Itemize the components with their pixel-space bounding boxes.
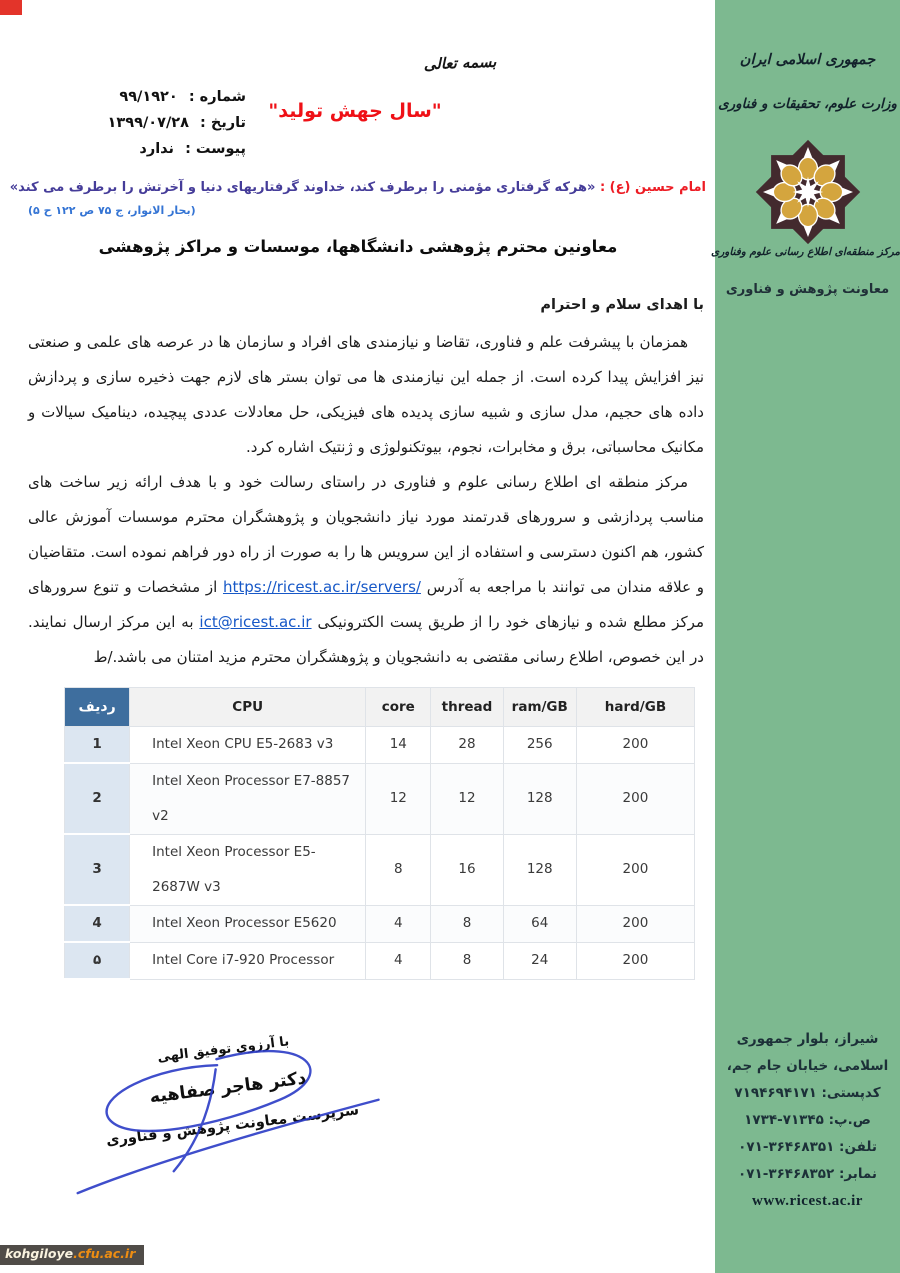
cpu-name-cell: Intel Xeon CPU E5-2683 v3 [130,727,366,764]
hadith-attribution: امام حسین (ع) : [599,180,706,195]
signature-blessing: با آرزوی توفیق الهی [156,1034,290,1066]
core-cell: 8 [366,834,431,905]
ram-cell: 128 [503,834,576,905]
table-row [65,763,695,834]
cpu-name-cell: Intel Core i7-920 Processor [130,942,366,979]
signature-block [82,1015,374,1160]
red-corner-mark [0,0,22,15]
letter-number-value: ۹۹/۱۹۲۰ [119,89,178,105]
hard-cell: 200 [576,942,694,979]
letter-date-label: تاریخ : [200,115,246,131]
country-title: جمهوری اسلامی ایران [739,52,876,68]
department-name: معاونت پژوهش و فناوری [725,282,890,297]
table-header-row [65,688,695,727]
hard-cell: 200 [576,834,694,905]
signatory-title: سرپرست معاونت پژوهش و فناوری [105,1102,360,1150]
letter-attachment-label: پیوست : [185,141,246,157]
paragraph-2 [28,465,704,675]
table-row [65,727,695,764]
contact-block [715,1026,900,1215]
email-link[interactable]: ict@ricest.ac.ir [199,613,312,631]
watermark-bar [0,1245,144,1265]
row-index: 3 [65,834,130,905]
besmele-calligraphy: بسمه تعالی [423,52,497,74]
paragraph-2-part1: مرکز منطقه ای اطلاع رسانی علوم و فناوری در راستای رسالت خود و با هدف ارائه زیر ساخت های مناسب پردازشی و سرورهای قدرتمند مورد نیاز دانشجویان و پژوهشگران محترم موسسات آموزش عالی کشور، هم اکنون دسترسی و استفاده از این سرویس ها را به صورت از راه دور فراهم نموده است. متقاضیان و علاقه مندان می توانند با مراجعه به آدرس [28,473,704,596]
ram-cell: 24 [503,942,576,979]
hard-cell: 200 [576,763,694,834]
col-header-thread: thread [431,688,503,727]
col-header-core: core [366,688,431,727]
cpu-name-cell: Intel Xeon Processor E5620 [130,905,366,942]
hadith-source: (بحار الانوار، ج ۷۵ ص ۱۲۲ ح ۵) [28,204,196,217]
table-row [65,905,695,942]
ram-cell: 64 [503,905,576,942]
hadith-text: «هرکه گرفتاری مؤمنی را برطرف کند، خداوند گرفتاریهای دنیا و آخرتش را برطرف می کند» [9,180,596,195]
year-slogan: "سال جهش تولید" [268,100,442,122]
address-line-1: شیراز، بلوار جمهوری [736,1031,879,1047]
signatory-name: دکتر هاجر صفاهیه [148,1068,308,1108]
row-index: 4 [65,905,130,942]
website-url: www.ricest.ac.ir [752,1193,863,1209]
letter-meta-block [40,84,246,162]
recipient-title: معاونین محترم پژوهشی دانشگاهها، موسسات و مراکز پژوهشی [98,237,618,256]
row-index: ۵ [65,942,130,979]
paragraph-1: همزمان با پیشرفت علم و فناوری، تقاضا و نیازمندی های افراد و سازمان ها در عرصه های علمی و صنعتی نیز افزایش پیدا کرده است. از جمله این نیازمندی ها می توان بستر های لازم جهت ذخیره سازی و پردازش داده های حجیم، مدل سازی و شبیه سازی پدیده های فیزیکی، حل معادلات عددی پیچیده، دینامیک سیالات و مکانیک محاسباتی، برق و مخابرات، نجوم، بیوتکنولوژی و ژنتیک اشاره کرد. [28,333,704,456]
letter-attachment-value: ندارد [139,141,175,157]
thread-cell: 28 [431,727,503,764]
ram-cell: 256 [503,727,576,764]
col-header-ram: ram/GB [503,688,576,727]
paragraph-2-part3: به این مرکز ارسال نمایند. در این خصوص، اطلاع رسانی مقتضی به دانشجویان و پژوهشگران محترم مزید امتنان می باشد./ط [28,613,704,666]
watermark-main: kohgiloye [5,1246,74,1261]
cpu-table-wrapper [64,687,704,980]
core-cell: 12 [366,763,431,834]
paragraph-2-part2: از مشخصات و تنوع سرورهای مرکز مطلع شده و نیازهای خود را از طریق پست الکترونیکی [28,578,704,631]
salutation: با اهدای سلام و احترام [540,297,704,313]
letter-attachment-row [40,136,246,162]
address-line-2: اسلامی، خیابان جام جم، [726,1058,889,1074]
thread-cell: 8 [431,905,503,942]
letter-date-value: ۱۳۹۹/۰۷/۲۸ [107,115,189,131]
row-index: 2 [65,763,130,834]
cpu-name-cell: Intel Xeon Processor E7-8857 v2 [130,763,366,834]
ram-cell: 128 [503,763,576,834]
letter-date-row [40,110,246,136]
thread-cell: 8 [431,942,503,979]
ministry-title: وزارت علوم، تحقیقات و فناوری [718,96,897,112]
core-cell: 4 [366,905,431,942]
watermark-suffix: .cfu.ac.ir [73,1246,136,1261]
core-cell: 4 [366,942,431,979]
row-index: 1 [65,727,130,764]
cpu-table [64,687,695,980]
cpu-name-cell: Intel Xeon Processor E5-2687W v3 [130,834,366,905]
letter-body [28,288,704,1150]
phone-number: تلفن: ۳۶۴۶۸۳۵۱-۰۷۱ [738,1139,877,1155]
po-box: ص.پ: ۷۱۳۴۵-۱۷۳۴ [744,1112,871,1128]
ricest-logo-icon [752,138,864,246]
hadith-line [9,180,706,195]
hard-cell: 200 [576,905,694,942]
col-header-cpu: CPU [130,688,366,727]
letterhead-sidebar [711,0,900,1273]
postal-code: کدپستی: ۷۱۹۴۶۹۴۱۷۱ [734,1085,881,1101]
thread-cell: 16 [431,834,503,905]
table-row [65,942,695,979]
letter-number-row [40,84,246,110]
organization-name: مرکز منطقه‌ای اطلاع رسانی علوم وفناوری [711,246,900,258]
core-cell: 14 [366,727,431,764]
col-header-hard: hard/GB [576,688,694,727]
hard-cell: 200 [576,727,694,764]
fax-number: نمابر: ۳۶۴۶۸۳۵۲-۰۷۱ [737,1166,878,1182]
letter-number-label: شماره : [188,89,246,105]
table-row [65,834,695,905]
thread-cell: 12 [431,763,503,834]
servers-link[interactable]: https://ricest.ac.ir/servers/ [222,578,421,596]
col-header-index: ردیف [65,688,130,727]
